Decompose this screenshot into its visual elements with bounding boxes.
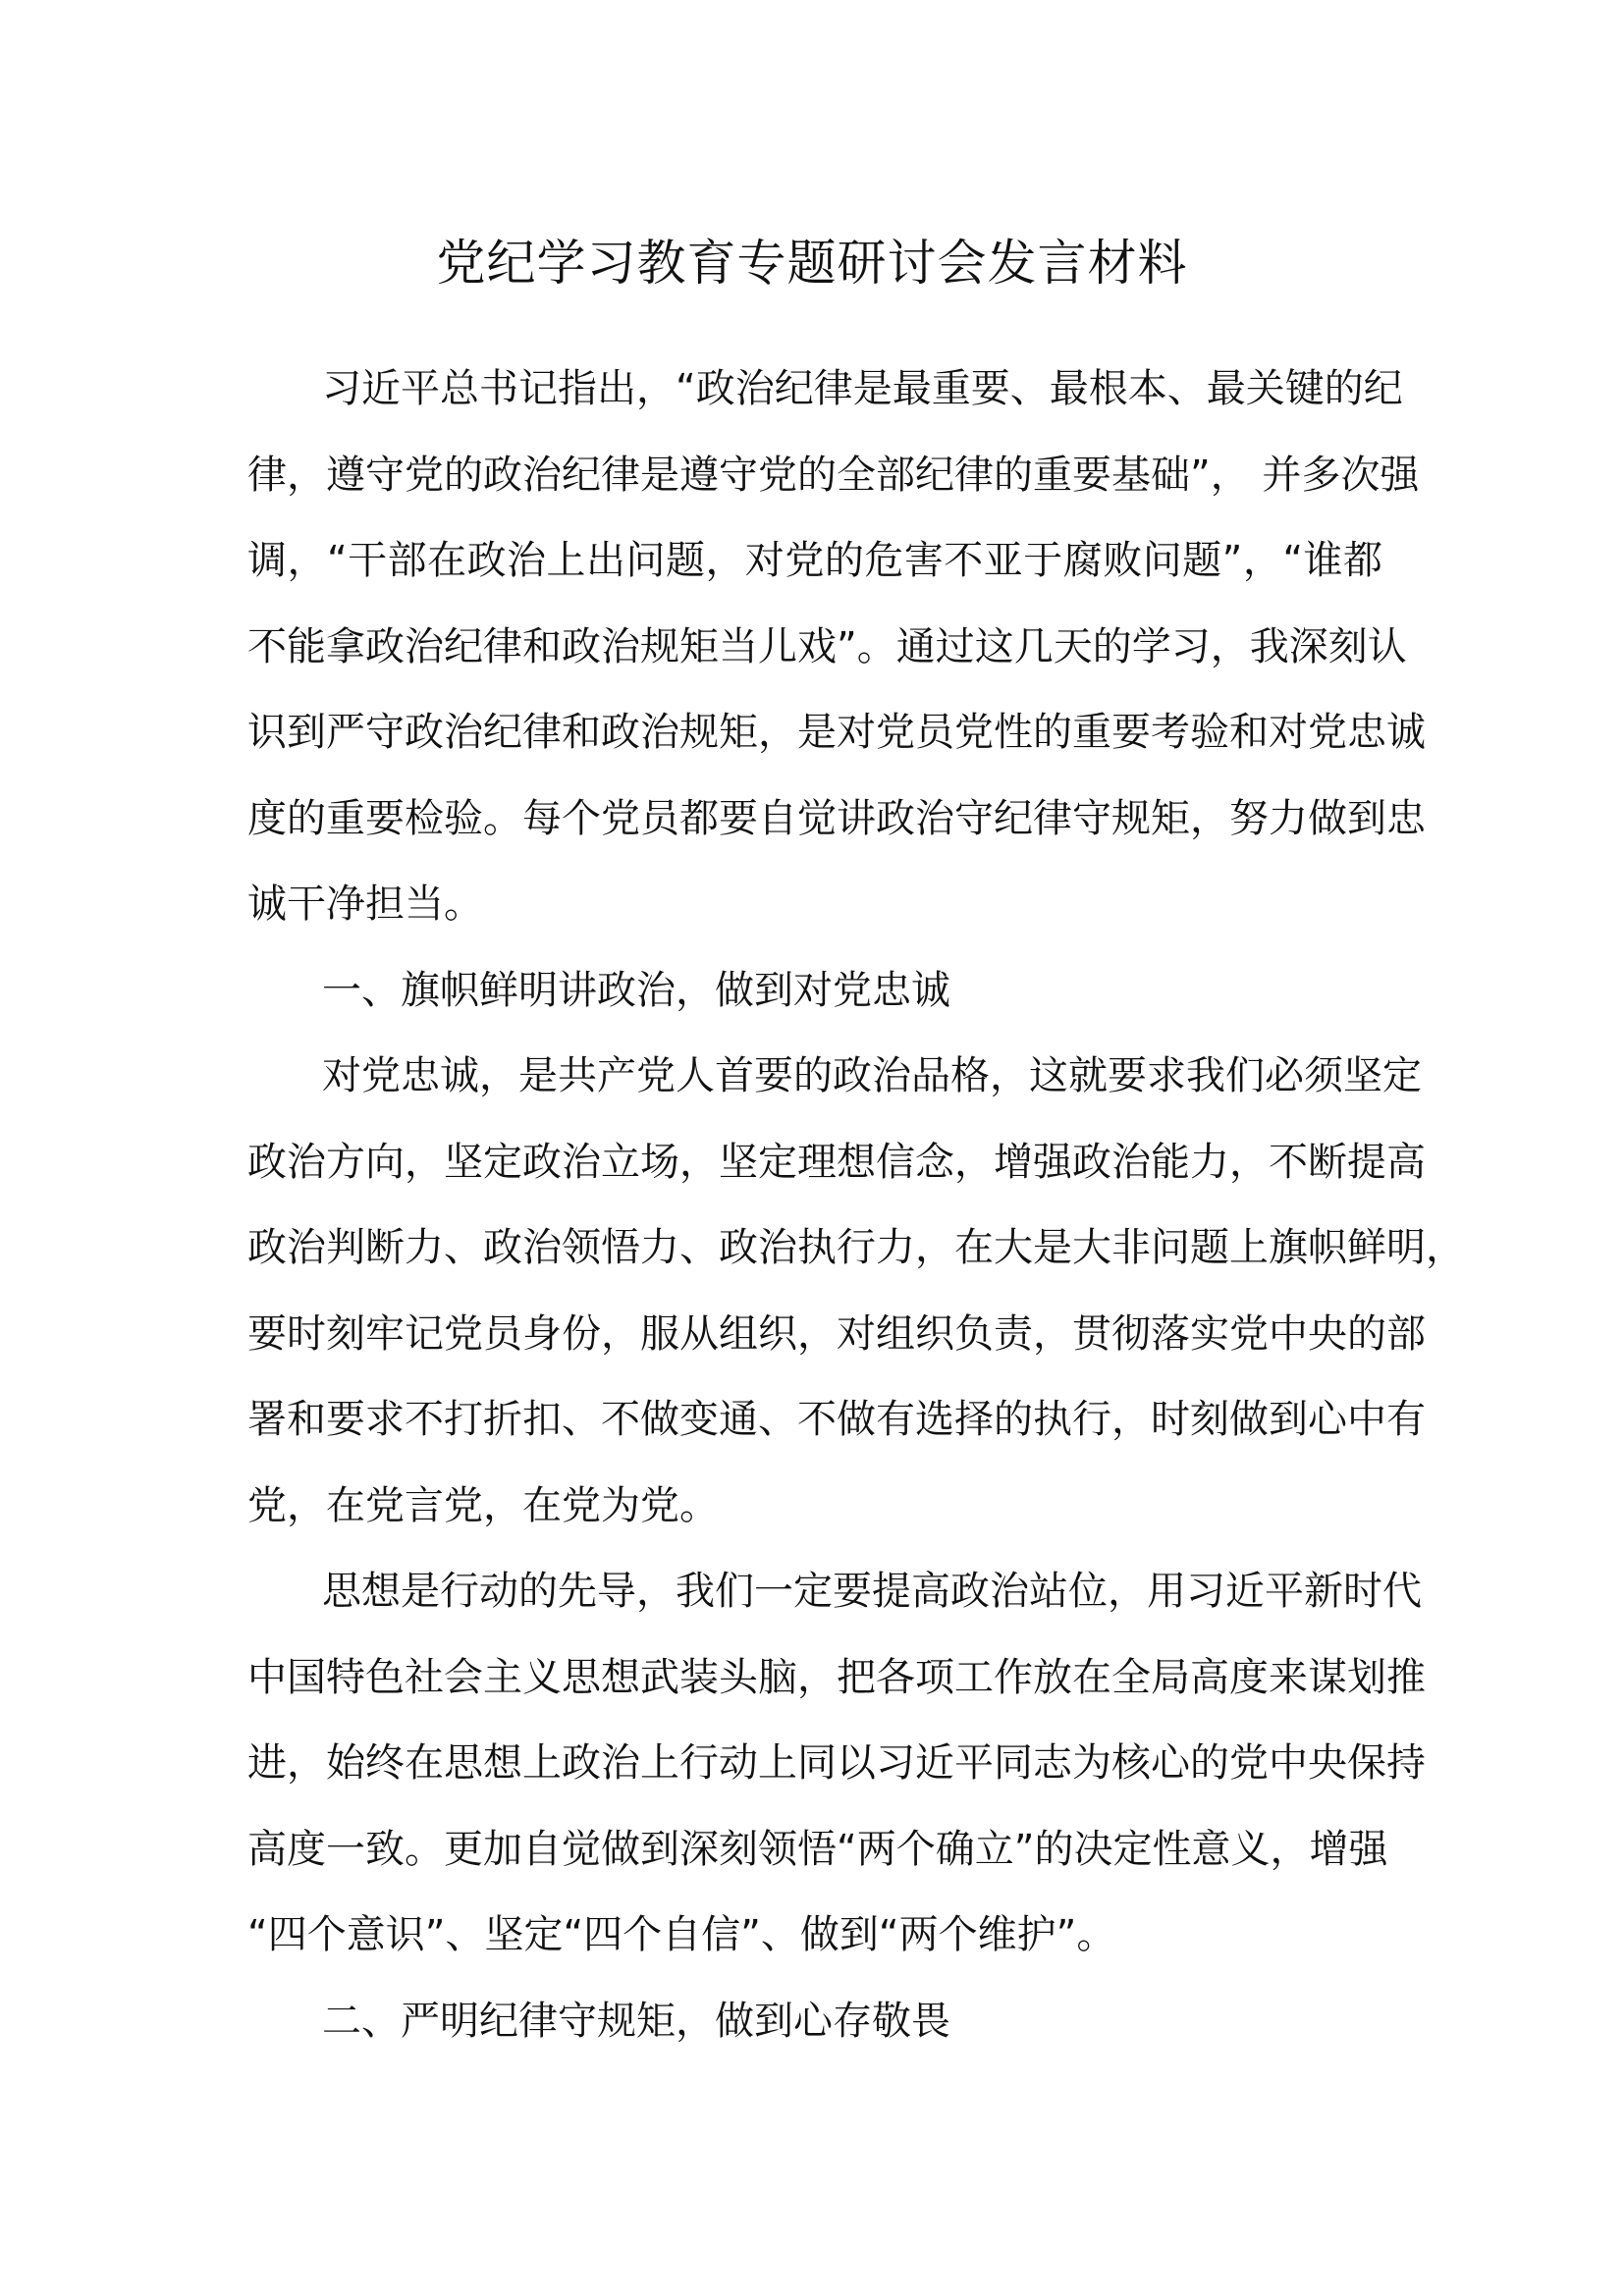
text-line: 思想是行动的先导，我们一定要提高政治站位，用习近平新时代	[322, 1569, 1422, 1614]
text-line: 律，遵守党的政治纪律是遵守党的全部纪律的重要基础”， 并多次强	[247, 452, 1420, 498]
document-body	[247, 347, 1465, 2064]
text-line: “四个意识”、坚定“四个自信”、做到“两个维护”。	[247, 1912, 1116, 1957]
text-line: 中国特色社会主义思想武装头脑，把各项工作放在全局高度来谋划推	[247, 1654, 1426, 1700]
paragraph	[247, 347, 1426, 948]
paragraph	[247, 1034, 1465, 1549]
text-line: 署和要求不打折扣、不做变通、不做有选择的执行，时刻做到心中有	[247, 1397, 1426, 1442]
text-line: 度的重要检验。每个党员都要自觉讲政治守纪律守规矩，努力做到忠	[247, 795, 1426, 841]
text-line: 二、严明纪律守规矩，做到心存敬畏	[322, 1998, 950, 2044]
section-heading	[247, 948, 1382, 1035]
text-line: 调，“干部在政治上出问题，对党的危害不亚于腐败问题”，“谁都	[247, 538, 1382, 583]
text-line: 进，始终在思想上政治上行动上同以习近平同志为核心的党中央保持	[247, 1740, 1426, 1786]
text-line: 政治判断力、政治领悟力、政治执行力，在大是大非问题上旗帜鲜明，	[247, 1225, 1465, 1270]
section-heading	[247, 1979, 1382, 2065]
text-line: 习近平总书记指出，“政治纪律是最重要、最根本、最关键的纪	[322, 366, 1403, 411]
document-title: 党纪学习教育专题研讨会发言材料	[436, 235, 1188, 292]
text-line: 不能拿政治纪律和政治规矩当儿戏”。通过这几天的学习，我深刻认	[247, 623, 1407, 669]
text-line: 党，在党言党，在党为党。	[247, 1482, 719, 1528]
text-line: 高度一致。更加自觉做到深刻领悟“两个确立”的决定性意义，增强	[247, 1826, 1388, 1872]
text-line: 对党忠诚，是共产党人首要的政治品格，这就要求我们必须坚定	[322, 1053, 1422, 1098]
text-line: 一、旗帜鲜明讲政治，做到对党忠诚	[322, 967, 950, 1013]
paragraph	[247, 1549, 1426, 1979]
text-line: 要时刻牢记党员身份，服从组织，对组织负责，贯彻落实党中央的部	[247, 1310, 1426, 1357]
text-line: 诚干净担当。	[247, 881, 483, 927]
text-line: 识到严守政治纪律和政治规矩，是对党员党性的重要考验和对党忠诚	[247, 710, 1426, 755]
text-line: 政治方向，坚定政治立场，坚定理想信念，增强政治能力，不断提高	[247, 1139, 1426, 1185]
